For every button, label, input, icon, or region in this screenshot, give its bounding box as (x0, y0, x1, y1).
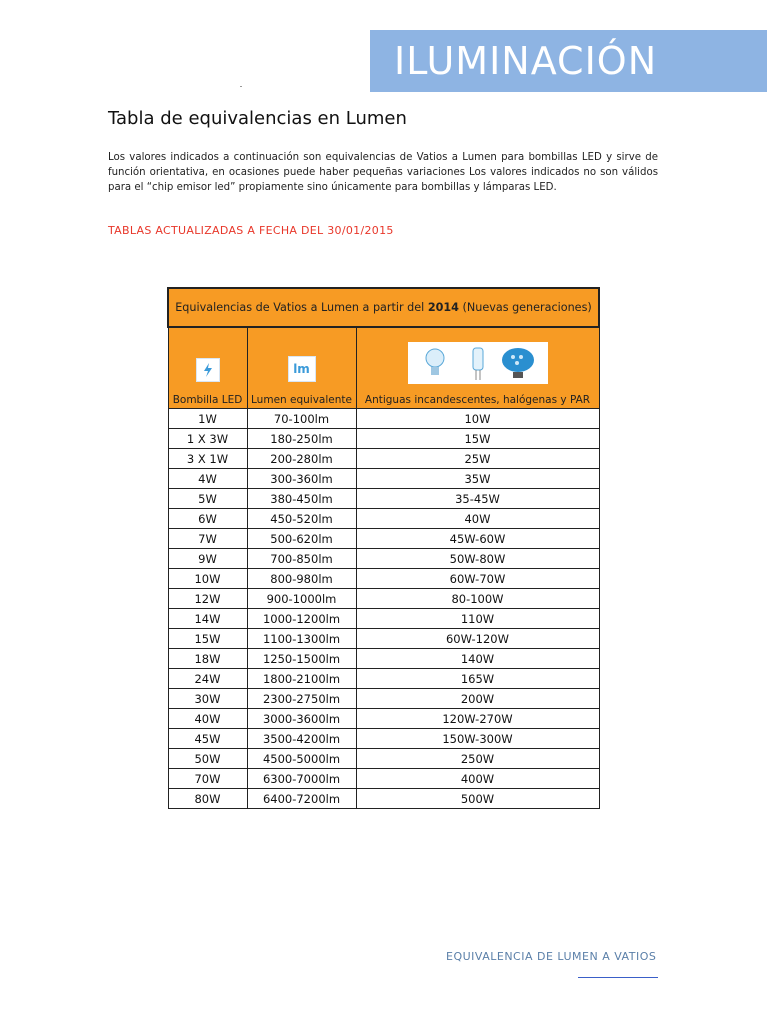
table-body (168, 409, 599, 809)
led-watts-cell: 4W (168, 469, 247, 489)
column-label: Bombilla LED (172, 394, 243, 406)
equivalent-watts-cell: 35W (356, 469, 599, 489)
intro-paragraph: Los valores indicados a continuación son equivalencias de Vatios a Lumen para bombillas LED y sirve de función orientativa, en ocasiones puede haber pequeñas variaciones Los valores indicados no son válidos para el “chip emisor led” propiamente sino únicamente para bombillas y lámparas LED. (108, 152, 658, 193)
table-row (168, 569, 599, 589)
equivalent-watts-cell: 150W-300W (356, 729, 599, 749)
lumen-cell: 1250-1500lm (247, 649, 356, 669)
equivalent-watts-cell: 140W (356, 649, 599, 669)
table-row (168, 669, 599, 689)
page-title: Tabla de equivalencias en Lumen (108, 108, 407, 129)
column-header-led (168, 327, 247, 409)
lumen-icon-text: lm (293, 362, 310, 376)
led-watts-cell: 45W (168, 729, 247, 749)
lumen-cell: 6300-7000lm (247, 769, 356, 789)
equivalent-watts-cell: 15W (356, 429, 599, 449)
updated-note: TABLAS ACTUALIZADAS A FECHA DEL 30/01/2015 (108, 224, 394, 237)
column-label: Antiguas incandescentes, halógenas y PAR (364, 394, 591, 406)
table-caption-row (168, 288, 599, 327)
led-watts-cell: 50W (168, 749, 247, 769)
led-watts-cell: 10W (168, 569, 247, 589)
led-watts-cell: 7W (168, 529, 247, 549)
led-watts-cell: 18W (168, 649, 247, 669)
lumen-cell: 1000-1200lm (247, 609, 356, 629)
table-row (168, 649, 599, 669)
equivalent-watts-cell: 45W-60W (356, 529, 599, 549)
lumen-cell: 3500-4200lm (247, 729, 356, 749)
header-title: ILUMINACIÓN (394, 39, 658, 83)
table-row (168, 689, 599, 709)
equivalent-watts-cell: 40W (356, 509, 599, 529)
table-row (168, 529, 599, 549)
table-row (168, 489, 599, 509)
equivalent-watts-cell: 60W-70W (356, 569, 599, 589)
column-header-lumen (247, 327, 356, 409)
equivalent-watts-cell: 250W (356, 749, 599, 769)
led-watts-cell: 14W (168, 609, 247, 629)
lumen-icon (288, 356, 316, 382)
bulbs-icon (408, 342, 548, 384)
table-row (168, 509, 599, 529)
column-header-old (356, 327, 599, 409)
equivalent-watts-cell: 80-100W (356, 589, 599, 609)
lumen-cell: 900-1000lm (247, 589, 356, 609)
footer-text: EQUIVALENCIA DE LUMEN A VATIOS (446, 950, 657, 963)
equivalent-watts-cell: 60W-120W (356, 629, 599, 649)
lumen-cell: 1100-1300lm (247, 629, 356, 649)
equivalent-watts-cell: 50W-80W (356, 549, 599, 569)
table-row (168, 549, 599, 569)
equivalent-watts-cell: 110W (356, 609, 599, 629)
led-watts-cell: 70W (168, 769, 247, 789)
bolt-icon (196, 358, 220, 382)
lumen-cell: 180-250lm (247, 429, 356, 449)
equivalent-watts-cell: 400W (356, 769, 599, 789)
table-row (168, 449, 599, 469)
table-row (168, 609, 599, 629)
equivalent-watts-cell: 165W (356, 669, 599, 689)
lumen-cell: 70-100lm (247, 409, 356, 429)
led-watts-cell: 1W (168, 409, 247, 429)
footer-underline (578, 977, 658, 978)
led-watts-cell: 24W (168, 669, 247, 689)
lumen-cell: 6400-7200lm (247, 789, 356, 809)
equivalence-table (167, 287, 600, 809)
led-watts-cell: 80W (168, 789, 247, 809)
led-watts-cell: 5W (168, 489, 247, 509)
equivalent-watts-cell: 10W (356, 409, 599, 429)
caption-text: Equivalencias de Vatios a Lumen a partir del (175, 301, 428, 314)
table-row (168, 469, 599, 489)
equivalent-watts-cell: 25W (356, 449, 599, 469)
decorative-dot (240, 86, 242, 87)
equivalent-watts-cell: 120W-270W (356, 709, 599, 729)
led-watts-cell: 12W (168, 589, 247, 609)
equivalent-watts-cell: 35-45W (356, 489, 599, 509)
led-watts-cell: 9W (168, 549, 247, 569)
lumen-cell: 700-850lm (247, 549, 356, 569)
led-watts-cell: 40W (168, 709, 247, 729)
lumen-cell: 1800-2100lm (247, 669, 356, 689)
lumen-cell: 200-280lm (247, 449, 356, 469)
table-caption (168, 288, 599, 327)
lumen-cell: 500-620lm (247, 529, 356, 549)
caption-text-end: (Nuevas generaciones) (458, 301, 592, 314)
equivalent-watts-cell: 500W (356, 789, 599, 809)
table-row (168, 789, 599, 809)
lumen-cell: 800-980lm (247, 569, 356, 589)
table-row (168, 589, 599, 609)
table-row (168, 429, 599, 449)
lumen-cell: 380-450lm (247, 489, 356, 509)
table-row (168, 729, 599, 749)
led-watts-cell: 3 X 1W (168, 449, 247, 469)
caption-year: 2014 (427, 301, 459, 314)
led-watts-cell: 6W (168, 509, 247, 529)
lumen-cell: 450-520lm (247, 509, 356, 529)
lumen-cell: 4500-5000lm (247, 749, 356, 769)
table-row (168, 749, 599, 769)
table-row (168, 769, 599, 789)
led-watts-cell: 30W (168, 689, 247, 709)
lumen-cell: 300-360lm (247, 469, 356, 489)
led-watts-cell: 1 X 3W (168, 429, 247, 449)
column-label: Lumen equivalente (251, 394, 352, 406)
lumen-cell: 3000-3600lm (247, 709, 356, 729)
lumen-cell: 2300-2750lm (247, 689, 356, 709)
table-row (168, 629, 599, 649)
table-header-row (168, 327, 599, 409)
led-watts-cell: 15W (168, 629, 247, 649)
table-row (168, 709, 599, 729)
equivalent-watts-cell: 200W (356, 689, 599, 709)
table-row (168, 409, 599, 429)
header-bar (370, 30, 767, 92)
